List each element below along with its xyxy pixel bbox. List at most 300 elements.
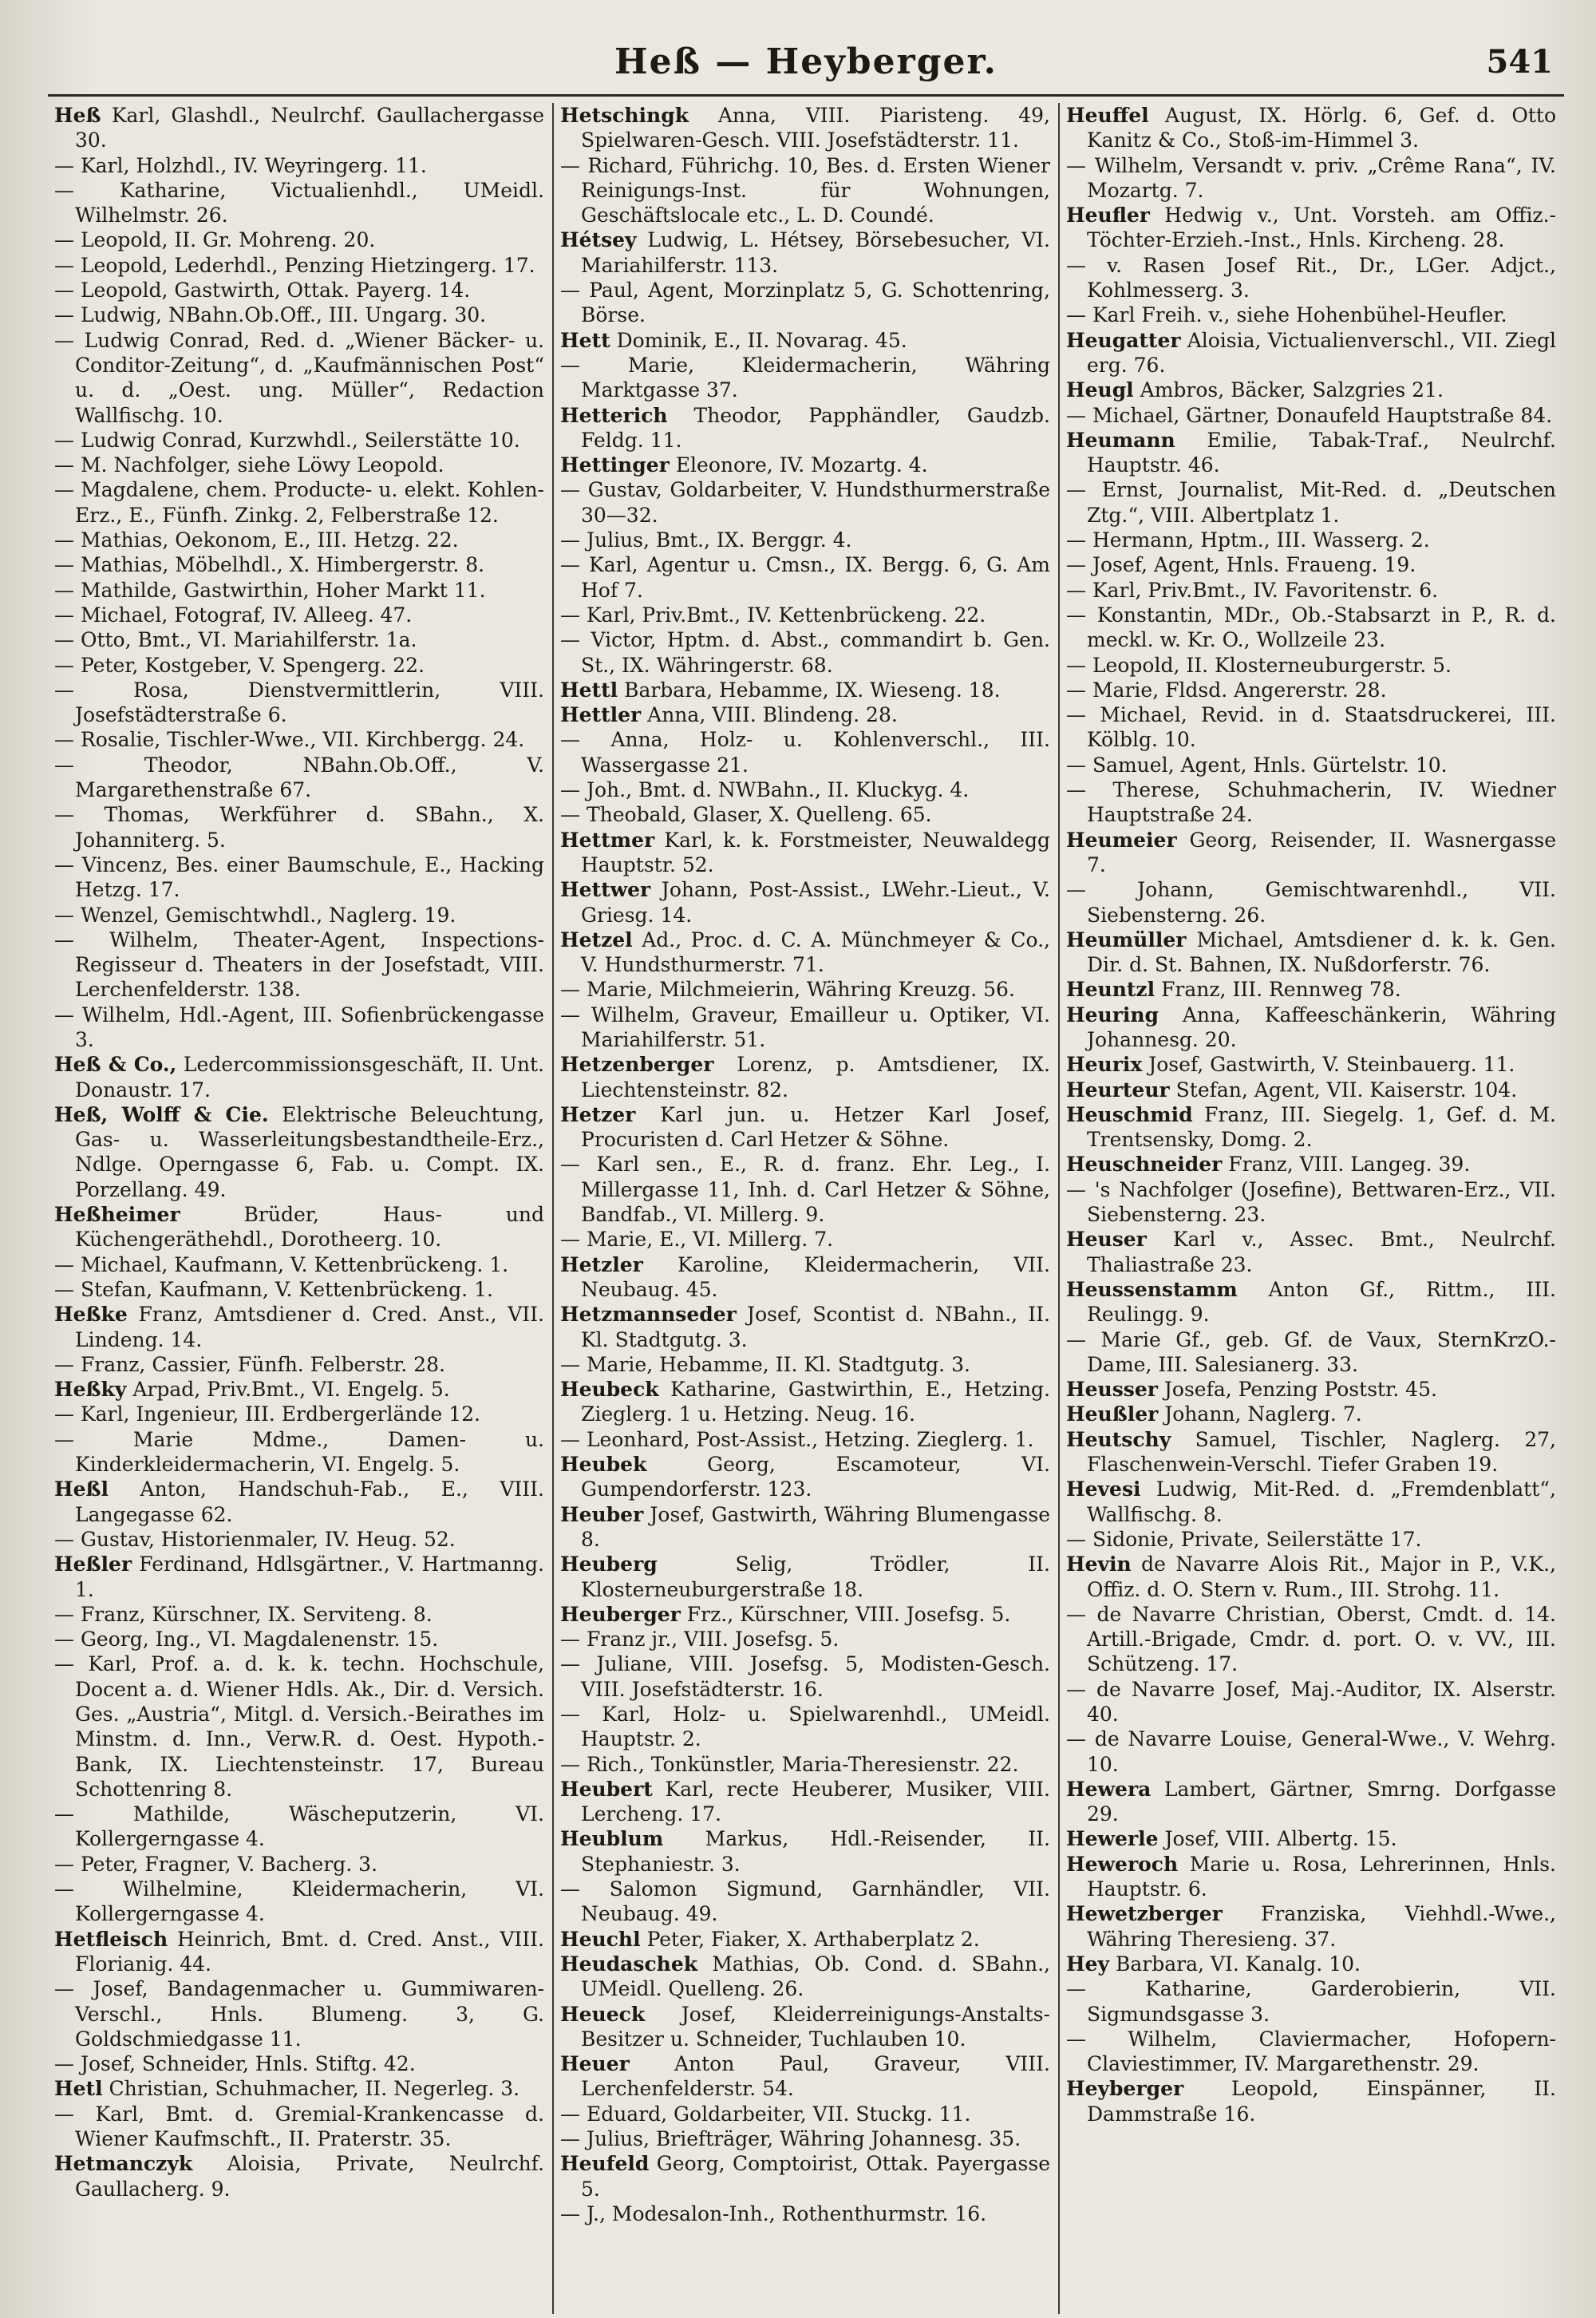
entry-text: Markus, Hdl.-Reisender, II. Stephaniestr. 3. bbox=[581, 1827, 1050, 1876]
directory-entry bbox=[560, 1826, 1050, 1877]
entry-surname: Hetzel bbox=[560, 928, 633, 951]
directory-entry bbox=[1066, 977, 1556, 1002]
entry-text: — Johann, Gemischtwarenhdl., VII. Siebensterng. 26. bbox=[1066, 878, 1556, 927]
entry-surname: Heyberger bbox=[1066, 2077, 1184, 2101]
entry-surname: Heurix bbox=[1066, 1053, 1143, 1077]
directory-entry bbox=[560, 1952, 1050, 2002]
directory-entry bbox=[1066, 2076, 1556, 2126]
entry-text: — Katharine, Garderobierin, VII. Sigmundsgasse 3. bbox=[1066, 1977, 1556, 2026]
directory-entry bbox=[560, 1052, 1050, 1102]
entry-text: — Karl Freih. v., siehe Hohenbühel-Heufler. bbox=[1066, 303, 1507, 327]
entry-text: Johann, Naglerg. 7. bbox=[1164, 1402, 1362, 1426]
entry-text: Aloisia, Private, Neulrchf. Gaullacherg. 9. bbox=[75, 2152, 544, 2201]
entry-text: — Michael, Fotograf, IV. Alleeg. 47. bbox=[54, 603, 413, 627]
entry-surname: Hetfleisch bbox=[54, 1927, 168, 1951]
entry-text: — Vincenz, Bes. einer Baumschule, E., Hacking Hetzg. 17. bbox=[54, 852, 544, 902]
entry-surname: Heußler bbox=[1066, 1402, 1159, 1426]
directory-entry bbox=[54, 428, 544, 453]
entry-text: Christian, Schuhmacher, II. Negerleg. 3. bbox=[109, 2077, 520, 2101]
column-3 bbox=[1060, 103, 1564, 2314]
directory-entry bbox=[54, 678, 544, 728]
directory-entry bbox=[54, 303, 544, 327]
directory-entry bbox=[1066, 303, 1556, 327]
directory-entry bbox=[560, 1452, 1050, 1502]
entry-text: Dominik, E., II. Novarag. 45. bbox=[616, 328, 907, 352]
directory-entry bbox=[560, 353, 1050, 403]
entry-surname: Hetmanczyk bbox=[54, 2152, 193, 2176]
directory-entry bbox=[560, 2102, 1050, 2126]
entry-text: Anna, VIII. Blindeng. 28. bbox=[647, 703, 898, 727]
directory-entry bbox=[1066, 1052, 1556, 1077]
directory-entry bbox=[1066, 1427, 1556, 1477]
directory-entry bbox=[54, 1651, 544, 1802]
directory-entry bbox=[54, 253, 544, 278]
directory-entry bbox=[1066, 552, 1556, 577]
entry-surname: Hetzer bbox=[560, 1102, 636, 1126]
directory-entry bbox=[560, 103, 1050, 153]
directory-entry bbox=[560, 1702, 1050, 1752]
entry-text: — Wenzel, Gemischtwhdl., Naglerg. 19. bbox=[54, 903, 456, 927]
entry-text: Johann, Post-Assist., LWehr.-Lieut., V. Griesg. 14. bbox=[581, 878, 1050, 927]
entry-text: — Wilhelmine, Kleidermacherin, VI. Kollergerngasse 4. bbox=[54, 1877, 544, 1926]
entry-text: — Sidonie, Private, Seilerstätte 17. bbox=[1066, 1527, 1422, 1551]
directory-entry bbox=[1066, 702, 1556, 753]
entry-text: — Magdalene, chem. Producte- u. elekt. Kohlen-Erz., E., Fünfh. Zinkg. 2, Felberstraße 12. bbox=[54, 478, 544, 527]
entry-text: — Karl, Bmt. d. Gremial-Krankencasse d. Wiener Kaufmschft., II. Praterstr. 35. bbox=[54, 2102, 544, 2151]
entry-text: Franz, VIII. Langeg. 39. bbox=[1228, 1153, 1471, 1177]
directory-entry bbox=[1066, 1677, 1556, 1727]
directory-entry bbox=[54, 578, 544, 603]
entry-text: Anton, Handschuh-Fab., E., VIII. Langegasse 62. bbox=[75, 1477, 544, 1526]
directory-entry bbox=[54, 453, 544, 477]
running-title: Heß — Heyberger. bbox=[614, 42, 998, 82]
directory-entry bbox=[1066, 1003, 1556, 1053]
entry-surname: Heumeier bbox=[1066, 828, 1177, 852]
entry-text: Ambros, Bäcker, Salzgries 21. bbox=[1140, 378, 1444, 402]
entry-text: — Karl, Prof. a. d. k. k. techn. Hochschule, Docent a. d. Wiener Hdls. Ak., Dir. d. Versich. Ges. „Austria“, Mitgl. d. Versich.-Beirathes im Minstm. d. Inn., Verw.R. d. Oest. Hypoth.-Bank, IX. Liechtensteinstr. 17, Bureau Schottenring 8. bbox=[54, 1652, 544, 1801]
directory-entry bbox=[54, 1277, 544, 1302]
directory-entry bbox=[54, 1877, 544, 1927]
directory-entry bbox=[560, 1352, 1050, 1377]
entry-surname: Hewera bbox=[1066, 1777, 1152, 1801]
entry-text: — Ernst, Journalist, Mit-Red. d. „Deutschen Ztg.“, VIII. Albertplatz 1. bbox=[1066, 478, 1556, 527]
entry-surname: Heß bbox=[54, 104, 101, 127]
entry-surname: Heßl bbox=[54, 1477, 109, 1501]
entry-text: Emilie, Tabak-Traf., Neulrchf. Hauptstr. 46. bbox=[1087, 428, 1556, 477]
entry-text: August, IX. Hörlg. 6, Gef. d. Otto Kanitz & Co., Stoß-im-Himmel 3. bbox=[1087, 104, 1556, 152]
entry-surname: Heßler bbox=[54, 1553, 132, 1576]
entry-surname: Hetl bbox=[54, 2077, 103, 2101]
directory-entry bbox=[1066, 328, 1556, 378]
entry-text: Mathias, Ob. Cond. d. SBahn., UMeidl. Quelleng. 26. bbox=[581, 1952, 1050, 2001]
entry-text: Karl jun. u. Hetzer Karl Josef, Procuristen d. Carl Hetzer & Söhne. bbox=[581, 1102, 1050, 1152]
entry-text: — 's Nachfolger (Josefine), Bettwaren-Erz., VII. Siebensterng. 23. bbox=[1066, 1177, 1556, 1227]
entry-text: — Thomas, Werkführer d. SBahn., X. Johanniterg. 5. bbox=[54, 803, 544, 852]
entry-text: Leopold, Einspänner, II. Dammstraße 16. bbox=[1087, 2077, 1556, 2126]
directory-entry bbox=[560, 1427, 1050, 1452]
directory-entry bbox=[54, 1802, 544, 1852]
directory-entry bbox=[54, 1302, 544, 1352]
entry-text: Georg, Comptoirist, Ottak. Payergasse 5. bbox=[581, 2152, 1051, 2201]
directory-entry bbox=[560, 2051, 1050, 2102]
directory-entry bbox=[54, 802, 544, 852]
entry-surname: Heuschneider bbox=[1066, 1153, 1223, 1177]
column-1 bbox=[48, 103, 554, 2314]
entry-surname: Heussenstamm bbox=[1066, 1277, 1238, 1301]
entry-surname: Hetterich bbox=[560, 403, 668, 427]
directory-entry bbox=[560, 702, 1050, 727]
entry-text: Georg, Reisender, II. Wasnergasse 7. bbox=[1087, 828, 1556, 876]
directory-entry bbox=[560, 1752, 1050, 1777]
directory-entry bbox=[1066, 203, 1556, 253]
entry-text: — Wilhelm, Claviermacher, Hofopern-Claviestimmer, IV. Margarethenstr. 29. bbox=[1066, 2027, 1556, 2076]
directory-entry bbox=[54, 1477, 544, 1527]
entry-text: — Mathilde, Gastwirthin, Hoher Markt 11. bbox=[54, 578, 486, 602]
entry-text: Theodor, Papphändler, Gaudzb. Feldg. 11. bbox=[581, 403, 1050, 452]
entry-text: — Gustav, Historienmaler, IV. Heug. 52. bbox=[54, 1527, 456, 1551]
entry-text: Stefan, Agent, VII. Kaiserstr. 104. bbox=[1175, 1078, 1518, 1102]
entry-surname: Heubeck bbox=[560, 1378, 659, 1402]
directory-entry bbox=[54, 1602, 544, 1627]
directory-entry bbox=[54, 1352, 544, 1377]
directory-entry bbox=[1066, 528, 1556, 552]
directory-entry bbox=[1066, 678, 1556, 702]
entry-surname: Hevesi bbox=[1066, 1477, 1141, 1501]
entry-text: Anna, Kaffeeschänkerin, Währing Johannesg. 20. bbox=[1087, 1003, 1556, 1051]
entry-surname: Hétsey bbox=[560, 228, 637, 252]
directory-entry bbox=[560, 528, 1050, 552]
entry-text: — Wilhelm, Hdl.-Agent, III. Sofienbrückengasse 3. bbox=[54, 1003, 544, 1051]
entry-surname: Heuser bbox=[1066, 1228, 1147, 1252]
entry-text: — Julius, Bmt., IX. Berggr. 4. bbox=[560, 528, 852, 552]
directory-entry bbox=[560, 977, 1050, 1002]
entry-text: — Wilhelm, Theater-Agent, Inspections-Regisseur d. Theaters in der Josefstadt, VIII. Lerchenfelderstr. 138. bbox=[54, 928, 544, 1002]
entry-text: — Franz, Kürschner, IX. Serviteng. 8. bbox=[54, 1602, 433, 1626]
entry-surname: Heurteur bbox=[1066, 1078, 1170, 1102]
entry-text: — Marie Gf., geb. Gf. de Vaux, SternKrzO.-Dame, III. Salesianerg. 33. bbox=[1066, 1327, 1556, 1376]
directory-entry bbox=[54, 227, 544, 252]
entry-text: Franz, III. Siegelg. 1, Gef. d. M. Trentsensky, Domg. 2. bbox=[1087, 1102, 1556, 1152]
entry-text: — Franz jr., VIII. Josefsg. 5. bbox=[560, 1628, 839, 1651]
entry-text: — Leopold, II. Gr. Mohreng. 20. bbox=[54, 228, 376, 252]
entry-text: — Samuel, Agent, Hnls. Gürtelstr. 10. bbox=[1066, 753, 1448, 777]
entry-surname: Heuberg bbox=[560, 1553, 658, 1576]
directory-entry bbox=[54, 278, 544, 303]
directory-entry bbox=[1066, 578, 1556, 603]
directory-entry bbox=[560, 802, 1050, 827]
directory-entry bbox=[54, 153, 544, 178]
entry-text: Peter, Fiaker, X. Arthaberplatz 2. bbox=[646, 1927, 980, 1951]
entry-text: — v. Rasen Josef Rit., Dr., LGer. Adjct., Kohlmesserg. 3. bbox=[1066, 253, 1556, 303]
entry-surname: Hettmer bbox=[560, 828, 655, 852]
entry-surname: Heumann bbox=[1066, 428, 1175, 452]
entry-text: Josef, Gastwirth, Währing Blumengasse 8. bbox=[581, 1502, 1050, 1551]
directory-entry bbox=[560, 1102, 1050, 1153]
entry-text: Barbara, Hebamme, IX. Wieseng. 18. bbox=[624, 678, 1001, 702]
entry-surname: Hetzmannseder bbox=[560, 1303, 737, 1327]
directory-entry bbox=[560, 1777, 1050, 1827]
entry-text: — Wilhelm, Graveur, Emailleur u. Optiker, VI. Mariahilferstr. 51. bbox=[560, 1003, 1050, 1051]
entry-text: — Victor, Hptm. d. Abst., commandirt b. Gen. St., IX. Währingerstr. 68. bbox=[560, 628, 1050, 677]
entry-surname: Heßheimer bbox=[54, 1203, 180, 1227]
entry-surname: Heudaschek bbox=[560, 1952, 698, 1976]
entry-surname: Hetschingk bbox=[560, 104, 689, 127]
entry-surname: Heuffel bbox=[1066, 104, 1149, 127]
directory-entry bbox=[1066, 1177, 1556, 1228]
directory-entry bbox=[1066, 428, 1556, 478]
entry-text: Lorenz, p. Amtsdiener, IX. Liechtensteinstr. 82. bbox=[581, 1053, 1050, 1102]
directory-entry bbox=[560, 1227, 1050, 1252]
entry-text: Ledercommissionsgeschäft, II. Unt. Donaustr. 17. bbox=[75, 1053, 544, 1102]
directory-entry bbox=[1066, 378, 1556, 402]
entry-surname: Heublum bbox=[560, 1827, 664, 1851]
directory-entry bbox=[560, 1003, 1050, 1053]
entry-surname: Hettwer bbox=[560, 878, 651, 902]
directory-entry bbox=[560, 1877, 1050, 1927]
directory-entry bbox=[1066, 603, 1556, 653]
entry-surname: Heueck bbox=[560, 2002, 646, 2026]
entry-text: Karl v., Assec. Bmt., Neulrchf. Thaliastraße 23. bbox=[1087, 1228, 1557, 1276]
entry-text: Selig, Trödler, II. Klosterneuburgerstraße 18. bbox=[581, 1553, 1050, 1601]
entry-text: — Karl, Agentur u. Cmsn., IX. Bergg. 6, G. Am Hof 7. bbox=[560, 553, 1050, 602]
directory-entry bbox=[54, 1202, 544, 1252]
entry-text: — Karl, Holzhdl., IV. Weyringerg. 11. bbox=[54, 153, 427, 177]
entry-surname: Heufeld bbox=[560, 2152, 650, 2176]
entry-text: — Wilhelm, Versandt v. priv. „Crême Rana“, IV. Mozartg. 7. bbox=[1066, 153, 1556, 202]
entry-text: — de Navarre Louise, General-Wwe., V. Wehrg. 10. bbox=[1066, 1727, 1556, 1776]
directory-entry bbox=[54, 1402, 544, 1426]
entry-surname: Heufler bbox=[1066, 204, 1150, 227]
entry-text: — Leopold, Lederhdl., Penzing Hietzingerg. 17. bbox=[54, 253, 535, 277]
entry-text: Arpad, Priv.Bmt., VI. Engelg. 5. bbox=[132, 1378, 450, 1402]
entry-surname: Heuschmid bbox=[1066, 1102, 1193, 1126]
directory-entry bbox=[1066, 1527, 1556, 1552]
entry-text: Franz, III. Rennweg 78. bbox=[1161, 978, 1401, 1002]
entry-text: — Ludwig Conrad, Red. d. „Wiener Bäcker- u. Conditor-Zeitung“, d. „Kaufmännischen Post“ u. d. „Oest. ung. Müller“, Redaction Wallfischg. 10. bbox=[54, 328, 544, 427]
directory-entry bbox=[1066, 153, 1556, 204]
directory-entry bbox=[1066, 1602, 1556, 1677]
entry-surname: Heubert bbox=[560, 1777, 653, 1801]
directory-entry bbox=[1066, 1078, 1556, 1102]
entry-surname: Heumüller bbox=[1066, 928, 1187, 951]
entry-surname: Heßky bbox=[54, 1378, 127, 1402]
entry-surname: Hetzenberger bbox=[560, 1053, 714, 1077]
entry-text: Josef, VIII. Albertg. 15. bbox=[1164, 1827, 1397, 1851]
entry-text: — Georg, Ing., VI. Magdalenenstr. 15. bbox=[54, 1628, 439, 1651]
directory-entry bbox=[54, 1527, 544, 1552]
directory-entry bbox=[1066, 877, 1556, 928]
entry-text: — Michael, Gärtner, Donaufeld Hauptstraße 84. bbox=[1066, 403, 1553, 427]
entry-text: — Theobald, Glaser, X. Quelleng. 65. bbox=[560, 803, 932, 827]
directory-entry bbox=[54, 2151, 544, 2201]
directory-entry bbox=[54, 1052, 544, 1102]
entry-text: — Ludwig, NBahn.Ob.Off., III. Ungarg. 30. bbox=[54, 303, 487, 327]
directory-entry bbox=[1066, 1552, 1556, 1602]
directory-entry bbox=[54, 1102, 544, 1202]
entry-text: — Rosa, Dienstvermittlerin, VIII. Josefstädterstraße 6. bbox=[54, 678, 544, 727]
entry-text: Anton Gf., Rittm., III. Reulingg. 9. bbox=[1087, 1277, 1556, 1327]
directory-entry bbox=[54, 603, 544, 627]
entry-text: Ferdinand, Hdlsgärtner., V. Hartmanng. 1. bbox=[75, 1553, 544, 1601]
directory-entry bbox=[1066, 1402, 1556, 1426]
entry-surname: Heuber bbox=[560, 1502, 644, 1526]
entry-surname: Heugatter bbox=[1066, 328, 1181, 352]
entry-text: — Leopold, Gastwirth, Ottak. Payerg. 14. bbox=[54, 279, 471, 303]
entry-text: — Paul, Agent, Morzinplatz 5, G. Schottenring, Börse. bbox=[560, 279, 1050, 327]
entry-surname: Hettl bbox=[560, 678, 618, 702]
entry-text: — Leonhard, Post-Assist., Hetzing. Zieglerg. 1. bbox=[560, 1427, 1034, 1451]
directory-entry bbox=[1066, 1152, 1556, 1177]
directory-entry bbox=[54, 552, 544, 577]
entry-text: Samuel, Tischler, Naglerg. 27, Flaschenwein-Verschl. Tiefer Graben 19. bbox=[1087, 1427, 1556, 1477]
entry-text: — J., Modesalon-Inh., Rothenthurmstr. 16. bbox=[560, 2201, 987, 2225]
entry-text: Georg, Escamoteur, VI. Gumpendorferstr. 123. bbox=[581, 1453, 1050, 1501]
page-header bbox=[48, 38, 1564, 97]
entry-text: — Mathias, Möbelhdl., X. Himbergerstr. 8. bbox=[54, 553, 485, 577]
entry-surname: Hettler bbox=[560, 703, 642, 727]
entry-text: Josef, Gastwirth, V. Steinbauerg. 11. bbox=[1148, 1053, 1515, 1077]
entry-text: Brüder, Haus- und Küchengeräthehdl., Dorotheerg. 10. bbox=[75, 1203, 544, 1252]
directory-entry bbox=[1066, 1852, 1556, 1902]
directory-entry bbox=[1066, 828, 1556, 878]
directory-entry bbox=[1066, 753, 1556, 777]
directory-entry bbox=[54, 1552, 544, 1602]
directory-entry bbox=[560, 2151, 1050, 2201]
directory-entry bbox=[1066, 1227, 1556, 1277]
directory-entry bbox=[560, 453, 1050, 477]
entry-text: — Anna, Holz- u. Kohlenverschl., III. Wassergasse 21. bbox=[560, 728, 1050, 777]
entry-text: — Gustav, Goldarbeiter, V. Hundsthurmerstraße 30—32. bbox=[560, 478, 1050, 527]
directory-entry bbox=[1066, 928, 1556, 978]
directory-entry bbox=[560, 828, 1050, 878]
directory-entry bbox=[54, 1976, 544, 2051]
directory-entry bbox=[560, 1927, 1050, 1952]
directory-entry bbox=[54, 753, 544, 803]
entry-text: — Karl sen., E., R. d. franz. Ehr. Leg., I. Millergasse 11, Inh. d. Carl Hetzer & Söhne, Bandfab., VI. Millerg. 9. bbox=[560, 1153, 1050, 1227]
entry-text: Barbara, VI. Kanalg. 10. bbox=[1116, 1952, 1361, 1976]
directory-entry bbox=[54, 477, 544, 528]
entry-text: Josefa, Penzing Poststr. 45. bbox=[1163, 1378, 1437, 1402]
directory-entry bbox=[54, 1627, 544, 1651]
entry-text: — Hermann, Hptm., III. Wasserg. 2. bbox=[1066, 528, 1430, 552]
directory-entry bbox=[560, 877, 1050, 928]
directory-entry bbox=[1066, 653, 1556, 678]
directory-entry bbox=[1066, 1901, 1556, 1952]
entry-text: — de Navarre Christian, Oberst, Cmdt. d. 14. Artill.-Brigade, Cmdr. d. port. O. v. VV., III. Schützeng. 17. bbox=[1066, 1602, 1556, 1676]
entry-text: Elektrische Beleuchtung, Gas- u. Wasserleitungsbestandtheile-Erz., Ndlge. Operngasse 6, Fab. u. Compt. IX. Porzellang. 49. bbox=[75, 1102, 545, 1201]
entry-text: de Navarre Alois Rit., Major in P., V.K., Offiz. d. O. Stern v. Rum., III. Strohg. 11. bbox=[1087, 1553, 1556, 1601]
entry-surname: Heuberger bbox=[560, 1602, 681, 1626]
entry-text: — Rich., Tonkünstler, Maria-Theresienstr. 22. bbox=[560, 1752, 1019, 1776]
entry-text: — Julius, Briefträger, Währing Johannesg. 35. bbox=[560, 2127, 1021, 2151]
entry-text: — Michael, Revid. in d. Staatsdruckerei, III. Kölblg. 10. bbox=[1066, 703, 1556, 752]
entry-text: Franziska, Viehhdl.-Wwe., Währing Theresieng. 37. bbox=[1087, 1902, 1556, 1951]
directory-entry bbox=[54, 528, 544, 552]
entry-surname: Heuntzl bbox=[1066, 978, 1156, 1002]
entry-text: — Salomon Sigmund, Garnhändler, VII. Neubaug. 49. bbox=[560, 1877, 1050, 1926]
entry-text: — Theodor, NBahn.Ob.Off., V. Margarethenstraße 67. bbox=[54, 753, 544, 802]
entry-surname: Heßke bbox=[54, 1303, 128, 1327]
directory-entry bbox=[560, 727, 1050, 777]
entry-text: — Karl, Priv.Bmt., IV. Favoritenstr. 6. bbox=[1066, 578, 1439, 602]
entry-text: — Katharine, Victualienhdl., UMeidl. Wilhelmstr. 26. bbox=[54, 178, 544, 227]
entry-surname: Heutschy bbox=[1066, 1427, 1171, 1451]
entry-text: Hedwig v., Unt. Vorsteh. am Offiz.-Töchter-Erzieh.-Inst., Hnls. Kircheng. 28. bbox=[1087, 204, 1557, 252]
directory-entry bbox=[54, 1427, 544, 1477]
entry-text: — Marie, Hebamme, II. Kl. Stadtgutg. 3. bbox=[560, 1352, 970, 1376]
entry-text: Karl, recte Heuberer, Musiker, VIII. Lercheng. 17. bbox=[581, 1777, 1050, 1826]
directory-entry bbox=[1066, 1826, 1556, 1851]
directory-entry bbox=[1066, 1976, 1556, 2027]
entry-surname: Heuer bbox=[560, 2052, 630, 2076]
entry-text: — Karl, Holz- u. Spielwarenhdl., UMeidl. Hauptstr. 2. bbox=[560, 1703, 1050, 1751]
directory-entry bbox=[1066, 477, 1556, 528]
directory-entry bbox=[560, 328, 1050, 353]
directory-entry bbox=[54, 1003, 544, 1053]
entry-text: — Josef, Schneider, Hnls. Stiftg. 42. bbox=[54, 2052, 416, 2076]
entry-text: — Marie Mdme., Damen- u. Kinderkleidermacherin, VI. Engelg. 5. bbox=[54, 1427, 544, 1477]
entry-text: — Stefan, Kaufmann, V. Kettenbrückeng. 1. bbox=[54, 1277, 493, 1301]
column-2 bbox=[554, 103, 1060, 2314]
directory-entry bbox=[54, 1377, 544, 1402]
directory-entry bbox=[1066, 1327, 1556, 1378]
directory-entry bbox=[560, 552, 1050, 603]
directory-entry bbox=[560, 1651, 1050, 1702]
entry-text: Anna, VIII. Piaristeng. 49, Spielwaren-Gesch. VIII. Josefstädterstr. 11. bbox=[581, 104, 1050, 152]
directory-entry bbox=[560, 1602, 1050, 1627]
directory-entry bbox=[1066, 1377, 1556, 1402]
directory-entry bbox=[560, 477, 1050, 528]
directory-entry bbox=[560, 1627, 1050, 1651]
entry-text: Aloisia, Victualienverschl., VII. Ziegl erg. 76. bbox=[1087, 328, 1556, 377]
entry-text: Frz., Kürschner, VIII. Josefsg. 5. bbox=[686, 1602, 1011, 1626]
directory-entry bbox=[54, 2051, 544, 2076]
directory-entry bbox=[54, 727, 544, 752]
entry-text: Franz, Amtsdiener d. Cred. Anst., VII. Lindeng. 14. bbox=[75, 1303, 544, 1351]
entry-text: — Peter, Kostgeber, V. Spengerg. 22. bbox=[54, 653, 425, 677]
entry-surname: Heß, Wolff & Cie. bbox=[54, 1102, 269, 1126]
directory-entry bbox=[54, 103, 544, 153]
directory-entry bbox=[54, 2102, 544, 2152]
entry-text: — Josef, Agent, Hnls. Fraueng. 19. bbox=[1066, 553, 1416, 577]
entry-text: — Franz, Cassier, Fünfh. Felberstr. 28. bbox=[54, 1352, 445, 1376]
directory-entry bbox=[560, 2201, 1050, 2226]
entry-text: — Karl, Ingenieur, III. Erdbergerlände 12. bbox=[54, 1402, 480, 1426]
entry-surname: Hewerle bbox=[1066, 1827, 1159, 1851]
entry-text: — Peter, Fragner, V. Bacherg. 3. bbox=[54, 1852, 378, 1876]
directory-entry bbox=[560, 278, 1050, 328]
entry-text: — Rosalie, Tischler-Wwe., VII. Kirchbergg. 24. bbox=[54, 728, 525, 752]
entry-surname: Heugl bbox=[1066, 378, 1134, 402]
entry-text: Michael, Amtsdiener d. k. k. Gen. Dir. d. St. Bahnen, IX. Nußdorferstr. 76. bbox=[1087, 928, 1556, 977]
entry-text: — Konstantin, MDr., Ob.-Stabsarzt in P., R. d. meckl. w. Kr. O., Wollzeile 23. bbox=[1066, 603, 1556, 652]
entry-text: — Marie, Milchmeierin, Währing Kreuzg. 56. bbox=[560, 978, 1015, 1002]
directory-entry bbox=[560, 1302, 1050, 1352]
entry-text: — Mathias, Oekonom, E., III. Hetzg. 22. bbox=[54, 528, 459, 552]
entry-text: — Richard, Führichg. 10, Bes. d. Ersten Wiener Reinigungs-Inst. für Wohnungen, Geschäftslocale etc., L. D. Coundé. bbox=[560, 153, 1050, 227]
directory-entry bbox=[54, 1927, 544, 1977]
directory-entry bbox=[560, 1502, 1050, 1553]
directory-entry bbox=[560, 1252, 1050, 1303]
directory-entry bbox=[560, 1152, 1050, 1227]
entry-surname: Hewetzberger bbox=[1066, 1902, 1223, 1926]
entry-text: — Marie, Fldsd. Angererstr. 28. bbox=[1066, 678, 1387, 702]
directory-entry bbox=[1066, 1277, 1556, 1327]
entry-text: — Eduard, Goldarbeiter, VII. Stuckg. 11. bbox=[560, 2102, 971, 2126]
entry-text: — Otto, Bmt., VI. Mariahilferstr. 1a. bbox=[54, 628, 417, 652]
directory-entry bbox=[560, 1377, 1050, 1427]
entry-surname: Hett bbox=[560, 328, 610, 352]
